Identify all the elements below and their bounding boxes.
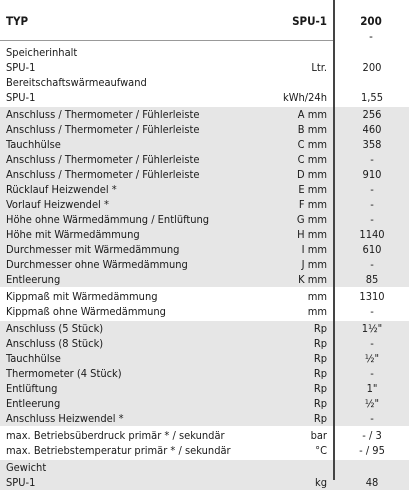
row-unit: °C bbox=[315, 444, 327, 457]
row-label: Speicherinhalt bbox=[6, 46, 78, 59]
row-value: 460 bbox=[335, 123, 409, 136]
row-unit: Rp bbox=[313, 367, 327, 380]
row-label: Kippmaß ohne Wärmedämmung bbox=[6, 305, 166, 318]
table-row bbox=[0, 381, 409, 396]
row-label: Tauchhülse bbox=[6, 352, 61, 365]
table-header bbox=[0, 0, 409, 45]
table-row bbox=[0, 411, 409, 426]
row-value: - bbox=[335, 153, 409, 166]
row-value: ½" bbox=[335, 397, 409, 410]
row-label: Höhe ohne Wärmedämmung / Entlüftung bbox=[6, 213, 210, 226]
row-label: Rücklauf Heizwendel * bbox=[6, 183, 117, 196]
row-unit: H mm bbox=[297, 228, 327, 241]
row-label: Anschluss (5 Stück) bbox=[6, 322, 104, 335]
row-value: 1½" bbox=[335, 322, 409, 335]
header-sub: - bbox=[369, 29, 373, 43]
row-unit: A mm bbox=[297, 108, 327, 121]
header-typ: TYP bbox=[6, 14, 29, 28]
row-label: Thermometer (4 Stück) bbox=[6, 367, 122, 380]
row-unit: C mm bbox=[297, 153, 327, 166]
table-row bbox=[0, 182, 409, 197]
table-row bbox=[0, 167, 409, 182]
row-unit: Rp bbox=[313, 382, 327, 395]
row-label: Anschluss (8 Stück) bbox=[6, 337, 104, 350]
table-row bbox=[0, 475, 409, 490]
table-row bbox=[0, 227, 409, 242]
table-row bbox=[0, 443, 409, 458]
row-value: - / 3 bbox=[362, 429, 382, 442]
row-unit: I mm bbox=[301, 243, 327, 256]
row-value: 910 bbox=[335, 168, 409, 181]
row-value: - bbox=[335, 337, 409, 350]
table-row bbox=[0, 257, 409, 272]
row-label: SPU-1 bbox=[6, 476, 36, 489]
header-model: SPU-1 bbox=[292, 14, 327, 28]
row-label: Höhe mit Wärmedämmung bbox=[6, 228, 140, 241]
row-value: 1,55 bbox=[360, 91, 384, 104]
header-value: 200 bbox=[360, 14, 382, 28]
row-label: Durchmesser ohne Wärmedämmung bbox=[6, 258, 188, 271]
row-label: max. Betriebstemperatur primär * / sekundär bbox=[6, 444, 231, 457]
row-unit: Rp bbox=[313, 412, 327, 425]
row-value: 1" bbox=[335, 382, 409, 395]
row-label: Anschluss / Thermometer / Fühlerleiste bbox=[6, 153, 200, 166]
row-value: 200 bbox=[362, 61, 382, 74]
row-unit: F mm bbox=[298, 198, 327, 211]
row-unit: bar bbox=[310, 429, 327, 442]
column-divider bbox=[333, 0, 335, 480]
table-row bbox=[0, 366, 409, 381]
row-value: - bbox=[335, 367, 409, 380]
row-label: Tauchhülse bbox=[6, 138, 61, 151]
row-unit: Rp bbox=[313, 322, 327, 335]
row-value: - bbox=[335, 183, 409, 196]
table-row bbox=[0, 152, 409, 167]
row-value: 610 bbox=[335, 243, 409, 256]
row-value: - bbox=[370, 305, 374, 318]
table-row bbox=[0, 45, 409, 60]
row-value: 1310 bbox=[359, 290, 385, 303]
table-row bbox=[0, 460, 409, 475]
row-label: SPU-1 bbox=[6, 91, 36, 104]
row-unit: kg bbox=[314, 476, 327, 489]
table-row bbox=[0, 304, 409, 319]
row-value: - bbox=[335, 213, 409, 226]
table-row bbox=[0, 107, 409, 122]
table-row bbox=[0, 212, 409, 227]
row-label: Bereitschaftswärmeaufwand bbox=[6, 76, 147, 89]
row-label: Entleerung bbox=[6, 397, 61, 410]
row-unit: kWh/24h bbox=[283, 91, 327, 104]
row-label: Anschluss / Thermometer / Fühlerleiste bbox=[6, 168, 200, 181]
row-value: - bbox=[335, 412, 409, 425]
row-unit: mm bbox=[307, 305, 327, 318]
table-row bbox=[0, 242, 409, 257]
table-row bbox=[0, 122, 409, 137]
table-row bbox=[0, 428, 409, 443]
table-row bbox=[0, 351, 409, 366]
row-value: 48 bbox=[335, 476, 409, 489]
row-unit: mm bbox=[307, 290, 327, 303]
row-value: - / 95 bbox=[359, 444, 385, 457]
row-unit: K mm bbox=[298, 273, 327, 286]
row-label: Entlüftung bbox=[6, 382, 58, 395]
row-label: Vorlauf Heizwendel * bbox=[6, 198, 109, 211]
row-label: Entleerung bbox=[6, 273, 61, 286]
row-label: Anschluss / Thermometer / Fühlerleiste bbox=[6, 123, 200, 136]
table-row bbox=[0, 90, 409, 105]
table-row bbox=[0, 321, 409, 336]
row-unit: D mm bbox=[296, 168, 327, 181]
row-label: Anschluss Heizwendel * bbox=[6, 412, 124, 425]
row-unit: J mm bbox=[301, 258, 327, 271]
row-unit: Ltr. bbox=[311, 61, 327, 74]
row-value: ½" bbox=[335, 352, 409, 365]
row-unit: Rp bbox=[313, 352, 327, 365]
row-value: - bbox=[335, 198, 409, 211]
table-row bbox=[0, 396, 409, 411]
row-value: 358 bbox=[335, 138, 409, 151]
table-row bbox=[0, 336, 409, 351]
row-unit: C mm bbox=[297, 138, 327, 151]
row-unit: Rp bbox=[313, 397, 327, 410]
row-label: Anschluss / Thermometer / Fühlerleiste bbox=[6, 108, 200, 121]
row-unit: G mm bbox=[296, 213, 327, 226]
row-label: SPU-1 bbox=[6, 61, 36, 74]
row-value: 1140 bbox=[335, 228, 409, 241]
table-row bbox=[0, 197, 409, 212]
table-row bbox=[0, 289, 409, 304]
row-value: - bbox=[335, 258, 409, 271]
row-value: 85 bbox=[335, 273, 409, 286]
row-unit: B mm bbox=[297, 123, 327, 136]
row-unit: E mm bbox=[298, 183, 327, 196]
row-label: Gewicht bbox=[6, 461, 47, 474]
table-row bbox=[0, 60, 409, 75]
row-value: 256 bbox=[335, 108, 409, 121]
table-row bbox=[0, 75, 409, 90]
table-row bbox=[0, 137, 409, 152]
table-row bbox=[0, 272, 409, 287]
row-label: Kippmaß mit Wärmedämmung bbox=[6, 290, 158, 303]
header-divider bbox=[0, 40, 333, 41]
row-unit: Rp bbox=[313, 337, 327, 350]
row-label: max. Betriebsüberdruck primär * / sekundär bbox=[6, 429, 225, 442]
row-label: Durchmesser mit Wärmedämmung bbox=[6, 243, 180, 256]
